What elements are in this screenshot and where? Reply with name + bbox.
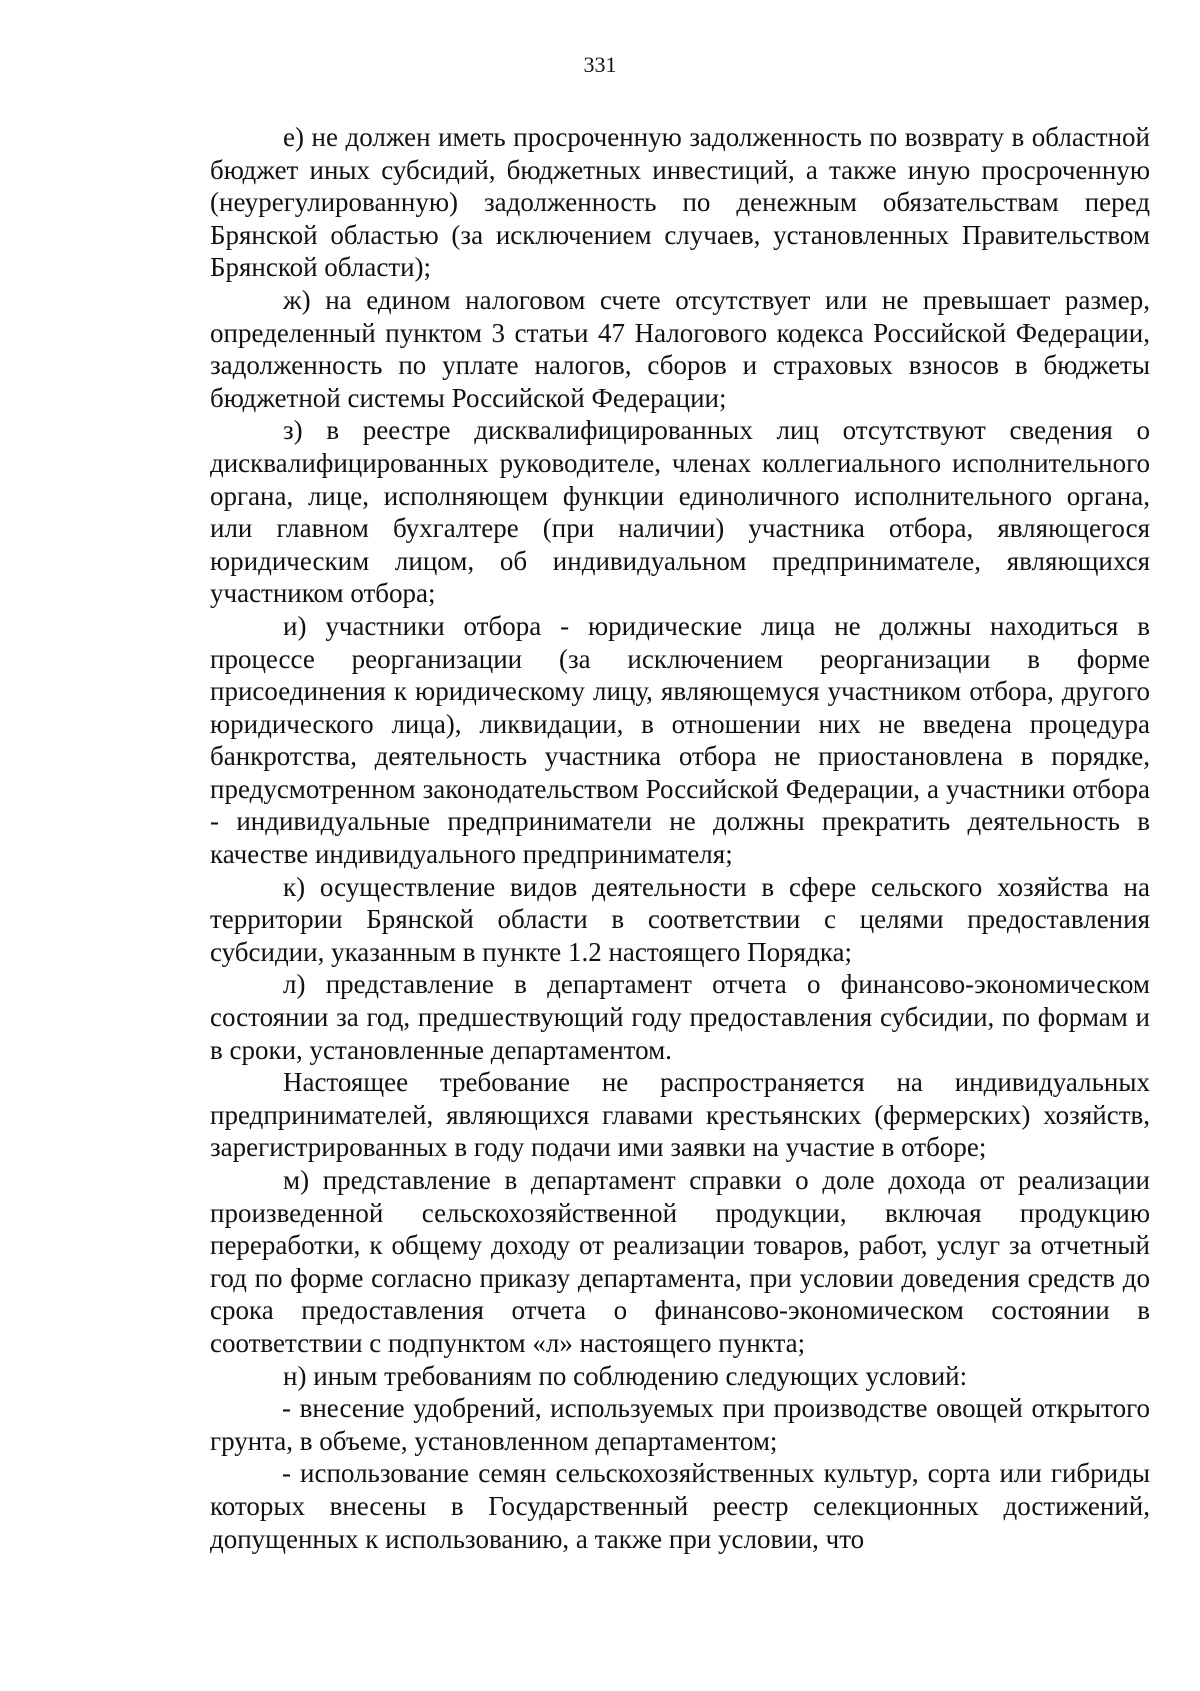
paragraph-k: к) осуществление видов деятельности в сфере сельского хозяйства на территории Брянской области в соответствии с целями предоставления субсидии, указанным в пункте 1.2 настоящего Порядка; [210,871,1150,967]
paragraph-dash-seeds: - использование семян сельскохозяйственных культур, сорта или гибриды которых внесены в Государственный реестр селекционных достижений, допущенных к использованию, а также при условии, что [210,1458,1150,1554]
paragraph-n: н) иным требованиям по соблюдению следующих условий: [283,1360,968,1391]
paragraph-z: з) в реестре дисквалифицированных лиц отсутствуют сведения о дисквалифицированных руководителе, членах коллегиального исполнительного органа, лице, исполняющем функции единоличного исполнительного органа, или главном бухгалтере (при наличии) участника отбора, являющегося юридическим лицом, об индивидуальном предпринимателе, являющихся участником отбора; [210,415,1150,609]
paragraph-note: Настоящее требование не распространяется на индивидуальных предпринимателей, являющихся главами крестьянских (фермерских) хозяйств, зарегистрированных в году подачи ими заявки на участие в отборе; [210,1067,1150,1163]
paragraph-dash-fertilizers: - внесение удобрений, используемых при производстве овощей открытого грунта, в объеме, установленном департаментом; [210,1393,1150,1456]
document-body [210,121,1150,1555]
paragraph-zh: ж) на едином налоговом счете отсутствует или не превышает размер, определенный пунктом 3 статьи 47 Налогового кодекса Российской Федерации, задолженность по уплате налогов, сборов и страховых взносов в бюджеты бюджетной системы Российской Федерации; [210,284,1150,413]
page-number: 331 [583,52,617,77]
paragraph-i: и) участники отбора - юридические лица не должны находиться в процессе реорганизации (за исключением реорганизации в форме присоединения к юридическому лицу, являющемуся участником отбора, другого юридического лица), ликвидации, в отношении них не введена процедура банкротства, деятельность участника отбора не приостановлена в порядке, предусмотренном законодательством Российской Федерации, а участники отбора - индивидуальные предприниматели не должны прекратить деятельность в качестве индивидуального предпринимателя; [210,610,1150,870]
paragraph-l: л) представление в департамент отчета о финансово-экономическом состоянии за год, предшествующий году предоставления субсидии, по формам и в сроки, установленные департаментом. [210,969,1150,1065]
paragraph-e: е) не должен иметь просроченную задолженность по возврату в областной бюджет иных субсидий, бюджетных инвестиций, а также иную просроченную (неурегулированную) задолженность по денежным обязательствам перед Брянской областью (за исключением случаев, установленных Правительством Брянской области); [210,122,1150,283]
paragraph-m: м) представление в департамент справки о доле дохода от реализации произведенной сельскохозяйственной продукции, включая продукцию переработки, к общему доходу от реализации товаров, работ, услуг за отчетный год по форме согласно приказу департамента, при условии доведения средств до срока предоставления отчета о финансово-экономическом состоянии в соответствии с подпунктом «л» настоящего пункта; [210,1165,1150,1358]
